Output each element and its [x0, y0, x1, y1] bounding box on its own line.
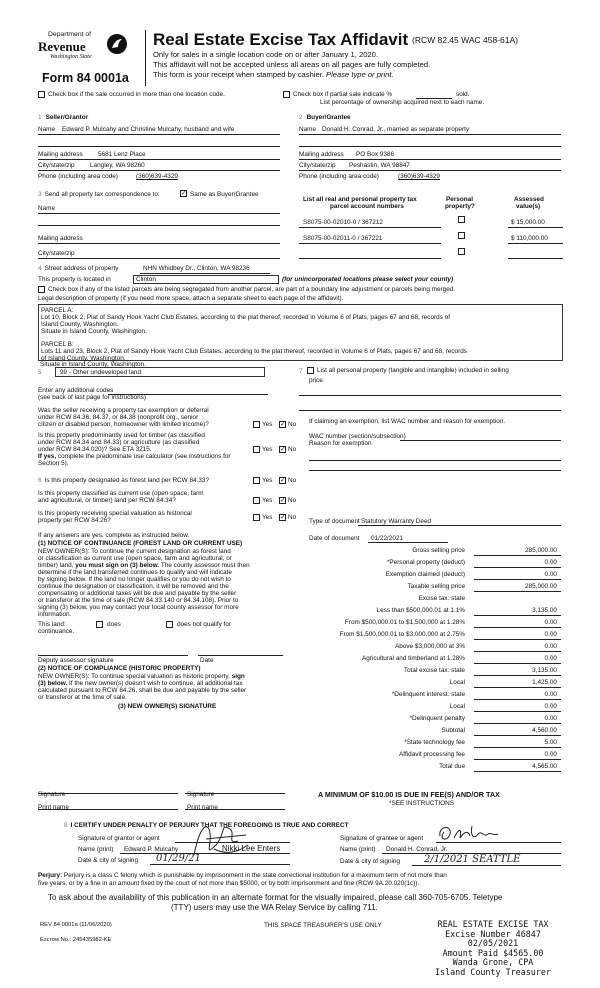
street-label: Street address of property — [44, 265, 119, 272]
continuance-p1d-5: signing (3) below, you may contact your local county assessor for more — [38, 604, 239, 611]
continuance-assessor: The county assessor must then — [159, 562, 250, 569]
tax-row-value[interactable]: 3,135.00 — [532, 667, 557, 674]
exemption-no-label: No — [288, 421, 297, 428]
section5-num: 5 — [38, 369, 42, 376]
does-qualify-checkbox[interactable] — [96, 621, 103, 628]
compliance-p2d: If the new owner(s) doesn't wish to continue, all additional tax — [67, 680, 243, 687]
partial-sale-label: Check box if partial sale indicate % — [293, 91, 393, 98]
tax-row-label: Agricultural and timberland at 1.28% — [361, 655, 465, 662]
owner-sig-label-2: Signature — [187, 791, 215, 798]
continuance-p1d-3: compensating or additional taxes will be due and payable by the seller — [38, 590, 237, 597]
multi-location-label: Check box if the sale occurred in more than one location code. — [48, 91, 225, 98]
parcel-b-line3: Situate in Island County, Washington. — [40, 361, 146, 368]
grantee-date-label: Date & city of signing — [340, 858, 401, 865]
certify-text: I CERTIFY UNDER PENALTY OF PERJURY THAT THE FOREGOING IS TRUE AND CORRECT — [70, 822, 349, 829]
partial-sold-label: sold. — [456, 91, 470, 98]
buyer-name[interactable]: Donald H. Conrad, Jr., married as separate property — [322, 126, 470, 133]
grantor-sig-label: Signature of grantor or agent — [78, 835, 160, 842]
perjury-text: Perjury is a class C felony which is punishable by imprisonment in the state correctional institution for a maximum term of not more than — [62, 872, 447, 879]
land-use-value: 99 - Other undeveloped land — [60, 369, 142, 376]
tax-row-label: Affidavit processing fee — [399, 751, 465, 758]
timber-q-line1: Is this property predominantly used for timber (as classified — [38, 432, 205, 439]
street-address[interactable]: NHN Whidbey Dr., Clinton, WA 98236 — [143, 265, 250, 272]
doc-date-value[interactable]: 01/22/2021 — [371, 535, 403, 542]
assessed-value-2[interactable]: $ 110,000.00 — [511, 235, 548, 242]
exemption-yes-checkbox[interactable] — [253, 421, 260, 428]
parcel-header-1: List all real and personal property tax — [303, 196, 417, 203]
historic-yes-checkbox[interactable] — [253, 514, 260, 521]
tax-row-value[interactable]: 0.00 — [544, 703, 557, 710]
parcel-b-line2: of Island County, Washington. — [41, 355, 126, 362]
continuance-word: continuance. — [38, 628, 75, 635]
parcel-a-heading: PARCEL A: — [41, 307, 74, 314]
grantee-name[interactable]: Donald H. Conrad, Jr. — [386, 846, 448, 853]
header-line3-italic: Please type or print. — [326, 70, 394, 79]
tax-row-value[interactable]: 0.00 — [544, 631, 557, 638]
compliance-p2e-1: or transferor at the time of sale. — [38, 694, 127, 701]
corr-name-label: Name — [38, 205, 56, 212]
location-value: Clinton — [136, 276, 156, 283]
tax-row-value[interactable]: 285,000.00 — [525, 547, 557, 554]
stamp-line: REAL ESTATE EXCISE TAX — [437, 919, 549, 929]
partial-sale-checkbox[interactable] — [283, 91, 290, 98]
tax-row-label: *Personal property (deduct) — [386, 559, 465, 566]
this-land-label: This land: — [38, 621, 66, 628]
tax-row-label: Taxable selling price — [407, 583, 465, 590]
tax-row-value[interactable]: 0.00 — [544, 559, 557, 566]
assessed-value-1[interactable]: $ 15,000.00 — [511, 219, 545, 226]
treasurer-label: THIS SPACE TREASURER'S USE ONLY — [264, 922, 382, 929]
historic-no-label: No — [288, 514, 297, 521]
buyer-city[interactable]: Peshastin, WA 98847 — [349, 162, 410, 169]
stamp-line: Island County Treasurer — [435, 966, 551, 977]
historic-q1: Is this property receiving special valuation as historical — [38, 510, 192, 517]
accessibility-2: (TTY) users may use the WA Relay Service by calling 711. — [171, 903, 378, 912]
current-use-yes-label: Yes — [262, 497, 273, 504]
add-codes-label: Enter any additional codes — [38, 387, 114, 394]
buyer-city-label: City/state/zip — [299, 162, 336, 169]
personal-checkbox-1[interactable] — [458, 216, 465, 223]
historic-no-checkbox[interactable]: ✓ — [280, 514, 286, 521]
does-label: does — [107, 621, 121, 628]
parcel-a-line1: Lot 10, Block 2, Plat of Sandy Hook Yacht Club Estates, according to the plat thereof, recorded in Volume 6 of Plats, pages 67 and 68, records of — [41, 314, 451, 321]
yes-note-bold: If yes, — [38, 453, 57, 460]
current-use-no-label: No — [288, 497, 297, 504]
compliance-p2a: NEW OWNER(S): To continue special valuation as historic property, — [38, 673, 232, 680]
tax-row-label: Local — [449, 703, 465, 710]
ownership-note: List percentage of ownership acquired next to each name. — [320, 99, 485, 106]
timber-yes-checkbox[interactable] — [253, 446, 260, 453]
doc-date-label: Date of document — [309, 535, 360, 542]
parcel-b-line1: Lots 11 and 23, Block 2, Plat of Sandy Hook Yacht Club Estates, according to the plat thereof, recorded in Volume 6 of Plats, pages 67 and 68, records — [41, 348, 467, 355]
parcel-number-2[interactable]: S8075-00-02011-0 / 367221 — [303, 235, 383, 242]
grantor-name[interactable]: Edward P. Mulcahy — [124, 846, 179, 853]
exemption-q-line3: citizen or disabled person, homeowner with limited income)? — [38, 421, 209, 428]
tax-row-label: *State technology fee — [404, 739, 465, 746]
timber-q-line2: under RCW 84.34 and 84.33) or agriculture (as classified — [38, 439, 200, 446]
parcel-number-1[interactable]: S8075-00-02010-0 / 367212 — [303, 219, 383, 226]
tax-row-label: From $1,500,000.01 to $3,000,000 at 2.75% — [339, 631, 465, 638]
exemption-label: If claiming an exemption, list WAC number and reason for exemption. — [309, 418, 506, 425]
section7-num: 7 — [299, 368, 303, 375]
legal-description-box[interactable] — [38, 304, 563, 361]
parcel-a-line3: Situate in Island County, Washington. — [41, 328, 147, 335]
accessibility-1: To ask about the availability of this publication in an alternate format for the visually impaired, please call 360-705-6705. Teletype — [48, 893, 503, 902]
escrow-number: Escrow No.: 245435982-KE — [40, 937, 112, 943]
compliance-heading: (2) NOTICE OF COMPLIANCE (HISTORIC PROPERTY) — [38, 665, 201, 672]
seller-name-label: Name — [38, 126, 56, 133]
seller-phone-label: Phone (including area code) — [38, 173, 118, 180]
yes-note-2: Section 5). — [38, 460, 69, 467]
exemption-yes-label: Yes — [262, 421, 273, 428]
parcel-b-heading: PARCEL B: — [41, 341, 74, 348]
forest-no-checkbox[interactable]: ✓ — [280, 477, 286, 484]
continuance-p1-1: or classification as current use (open space, farm and agricultural, or — [38, 555, 232, 562]
tax-row-value[interactable]: 285,000.00 — [525, 583, 557, 590]
compliance-p2e-0: calculated pursuant to RCW 84.26, shall be due and payable by the seller — [38, 687, 247, 694]
complete-note: If any answers are yes, complete as instructed below. — [38, 532, 190, 539]
corr-city-label: City/state/zip — [38, 250, 75, 257]
header-line1: Only for sales in a single location code on or after January 1, 2020. — [153, 50, 378, 59]
perjury-bold: Perjury: — [38, 872, 63, 879]
tax-row-value[interactable]: 1,425.00 — [532, 679, 557, 686]
compliance-sign: sign — [231, 673, 245, 680]
tax-row-value[interactable]: 0.00 — [544, 691, 557, 698]
personal-checkbox-2[interactable] — [458, 232, 465, 239]
personal-header-2: property? — [445, 203, 475, 210]
new-owner-sig-heading: (3) NEW OWNER(S) SIGNATURE — [118, 703, 217, 710]
doc-type-label: Type of document — [309, 518, 360, 525]
owner-print-label-1: Print name — [38, 804, 69, 811]
tax-row-label: Subtotal — [441, 727, 465, 734]
owner-sig-label-1: Signature — [38, 791, 66, 798]
buyer-mail-label: Mailing address — [299, 151, 344, 158]
grantee-signature — [434, 822, 504, 844]
does-not-label: does not qualify for — [177, 621, 231, 628]
tax-row-label: Less than $500,000.01 at 1.1% — [376, 607, 465, 614]
logo-revenue: Revenue — [38, 39, 86, 54]
segregation-checkbox[interactable] — [38, 286, 45, 293]
continuance-sign: you must sign on (3) below. — [75, 562, 160, 569]
tax-row-value[interactable]: 4,565.00 — [532, 763, 557, 770]
grantor-date[interactable]: 01/29/21 — [156, 853, 201, 864]
section3-text: Send all property tax correspondence to: — [44, 191, 160, 198]
current-use-q2: and agricultural, or timber) land per RCW 84.34? — [38, 497, 176, 504]
seller-heading: Seller/Grantor — [45, 114, 89, 121]
seller-city[interactable]: Langley, WA 98260 — [90, 162, 145, 169]
tax-row-value[interactable]: 3,135.00 — [532, 607, 557, 614]
stamp-line: Excise Number 46847 — [445, 928, 541, 939]
grantor-agent-name[interactable]: Nikki Lee Enters — [222, 844, 281, 853]
exemption-q-line1: Was the seller receiving a property tax exemption or deferral — [38, 407, 209, 414]
timber-q-line3: under RCW 84.34.020)? See ETA 3215. — [38, 446, 152, 453]
personal-header-1: Personal — [446, 196, 473, 203]
seller-city-label: City/state/zip — [38, 162, 75, 169]
stamp-line: Amount Paid $4565.00 — [442, 947, 544, 958]
personal-property-price: price. — [309, 377, 325, 384]
tax-row-label: Total excise tax: state — [403, 667, 465, 674]
tax-row-label: From $500,000.01 to $1,500,000 at 1.28% — [344, 619, 465, 626]
parcel-a-line2: Island County, Washington. — [41, 321, 119, 328]
buyer-mail[interactable]: PO Box 9386 — [356, 151, 395, 158]
forest-q: Is this property designated as forest land per RCW 84.33? — [44, 477, 210, 484]
minimum-fee-note: A MINIMUM OF $10.00 IS DUE IN FEE(S) AND/OR TAX — [318, 790, 500, 799]
continuance-p1d-0: determine if the land transferred continues to qualify and will indicate — [38, 569, 232, 576]
tax-row-value[interactable]: 0.00 — [544, 655, 557, 662]
compliance-3below: (3) below. — [38, 680, 68, 687]
located-note: (for unincorporated locations please select your county) — [282, 276, 454, 283]
owner-print-label-2: Print name — [187, 804, 218, 811]
continuance-p1-0: NEW OWNER(S): To continue the current designation as forest land — [38, 548, 231, 555]
timber-no-label: No — [288, 446, 297, 453]
header-line2: This affidavit will not be accepted unless all areas on all pages are fully completed. — [153, 60, 431, 69]
tax-row-value[interactable]: 5.00 — [544, 739, 557, 746]
section8-num: 8 — [64, 822, 68, 829]
continuance-p1d-1: by signing below. If the land no longer qualifies or you do not wish to — [38, 576, 231, 583]
parcel-header-2: parcel account numbers — [330, 203, 404, 210]
continuance-p1d-6: information. — [38, 611, 72, 618]
multi-location-checkbox[interactable] — [38, 91, 45, 98]
seller-phone[interactable]: (360)639-4329 — [136, 173, 178, 180]
yes-note: complete the predominate use calculator (see instructions for — [56, 453, 231, 460]
legal-desc-label: Legal description of property (if you need more space, attach a separate sheet to each page of the affidavit). — [38, 295, 344, 302]
land-use-select[interactable] — [55, 367, 265, 377]
exemption-q-line2: under RCW 84.36, 84.37, or 84.38 (nonprofit org., senior — [38, 414, 199, 421]
deputy-sig-label: Deputy assessor signature — [38, 657, 114, 664]
buyer-name-label: Name — [299, 126, 317, 133]
timber-no-checkbox[interactable]: ✓ — [280, 446, 286, 453]
current-use-yes-checkbox[interactable] — [253, 497, 260, 504]
grantee-date[interactable]: 2/1/2021 SEATTLE — [424, 854, 521, 865]
tax-row-value[interactable]: 0.00 — [544, 751, 557, 758]
buyer-heading: Buyer/Grantee — [306, 114, 351, 121]
tax-row-value[interactable]: 0.00 — [544, 643, 557, 650]
wac-label: WAC number (section/subsection) — [309, 433, 406, 440]
tax-row-label: *Delinquent penalty — [409, 715, 465, 722]
stamp-line: 02/05/2021 — [467, 938, 519, 949]
located-label: This property is located in — [38, 276, 111, 283]
same-as-buyer-checkbox[interactable]: ✓ — [181, 190, 187, 197]
tax-row-label: *Delinquent interest: state — [391, 691, 465, 698]
tax-row-label: Excise tax: state — [418, 595, 465, 602]
tax-row-label: Exemption claimed (deduct) — [385, 571, 465, 578]
doc-type-value[interactable]: Statutory Warranty Deed — [361, 518, 432, 525]
buyer-phone[interactable]: (360)639-4329 — [398, 173, 440, 180]
continuance-p1-2: timber) land, — [38, 562, 76, 569]
section4-num: 4 — [38, 265, 42, 272]
grantee-sig-label: Signature of grantee or agent — [340, 835, 424, 842]
logo-state: Washington State — [50, 54, 92, 60]
tax-row-value[interactable]: 0.00 — [544, 571, 557, 578]
grantor-name-label: Name (print) — [78, 846, 114, 853]
buyer-num: 2 — [299, 114, 303, 121]
historic-q2: property per RCW 84.26? — [38, 517, 111, 524]
tax-row-label: Gross selling price — [412, 547, 465, 554]
revision-label: REV 84 0001a (11/06/2020) — [40, 922, 112, 928]
seller-num: 1 — [38, 114, 42, 121]
header-line3: This form is your receipt when stamped by cashier. — [153, 70, 327, 79]
tax-row-value[interactable]: 0.00 — [544, 715, 557, 722]
tax-row-value[interactable]: 0.00 — [544, 619, 557, 626]
corr-mail-label: Mailing address — [38, 235, 83, 242]
forest-no-label: No — [288, 477, 297, 484]
continuance-p1d-4: or transferor at the time of sale (RCW 84.33.140 or 84.34.108). Prior to — [38, 597, 239, 604]
segregation-label: Check box if any of the listed parcels are being segregated from another parcel, are part of a boundary line adjustment or parcels being merged. — [48, 286, 456, 293]
stamp-line: Wanda Grone, CPA — [452, 957, 534, 968]
exemption-no-checkbox[interactable]: ✓ — [280, 421, 286, 428]
tax-row-label: Above $3,000,000 at 3% — [395, 643, 465, 650]
assessed-header-1: Assessed — [514, 196, 544, 203]
location-select[interactable] — [133, 275, 279, 284]
personal-checkbox-3[interactable] — [458, 248, 465, 255]
continuance-heading: (1) NOTICE OF CONTINUANCE (FOREST LAND OR CURRENT USE) — [38, 540, 243, 547]
forest-yes-checkbox[interactable] — [253, 477, 260, 484]
tax-table — [299, 547, 561, 787]
grantor-signature — [186, 815, 256, 865]
dor-logo — [38, 31, 130, 71]
assessed-header-2: value(s) — [516, 203, 541, 210]
form-number: Form 84 0001a — [42, 71, 129, 85]
page-title: Real Estate Excise Tax Affidavit — [153, 30, 409, 49]
grantee-name-label: Name (print) — [340, 846, 376, 853]
wa-emblem-icon — [106, 33, 128, 55]
seller-mail[interactable]: 5681 Lenz Place — [98, 151, 146, 158]
see-instructions: *SEE INSTRUCTIONS — [389, 800, 454, 807]
personal-property-label: List all personal property (tangible and intangible) included in selling — [317, 367, 509, 374]
tax-row-label: Total due — [439, 763, 465, 770]
personal-property-checkbox[interactable] — [307, 367, 314, 374]
buyer-phone-label: Phone (including area code) — [299, 173, 379, 180]
perjury-text-2: five years, or by a fine in an amount fixed by the court of not more than $5000, or by both imprisonment and fine (RCW 9A.20.020(1c)). — [38, 880, 420, 887]
logo-dept: Department of — [48, 31, 92, 38]
tax-row-label: Local — [449, 679, 465, 686]
section3-num: 3 — [38, 191, 42, 198]
seller-mail-label: Mailing address — [38, 151, 83, 158]
tax-row-value[interactable]: 4,560.00 — [532, 727, 557, 734]
treasurer-stamp — [428, 920, 558, 978]
forest-yes-label: Yes — [262, 477, 273, 484]
reason-label: Reason for exemption — [309, 440, 372, 447]
current-use-no-checkbox[interactable]: ✓ — [280, 497, 286, 504]
section6-num: 6 — [38, 477, 42, 484]
timber-yes-label: Yes — [262, 446, 273, 453]
historic-yes-label: Yes — [262, 514, 273, 521]
seller-name[interactable]: Edward P. Mulcahy and Christine Mulcahy, husband and wife — [62, 126, 235, 133]
continuance-p1d-2: continue the designation or classification, it will be removed and the — [38, 583, 229, 590]
add-codes-note: (see back of last page for instructions) — [38, 394, 146, 401]
same-as-buyer-label: Same as Buyer/Grantee — [190, 191, 259, 198]
current-use-q1: Is this property classified as current use (open space, farm — [38, 490, 204, 497]
deputy-date-label: Date — [200, 657, 214, 664]
grantor-date-label: Date & city of signing — [78, 857, 139, 864]
rcw-ref: (RCW 82.45 WAC 458-61A) — [412, 35, 518, 45]
does-not-qualify-checkbox[interactable] — [166, 621, 173, 628]
